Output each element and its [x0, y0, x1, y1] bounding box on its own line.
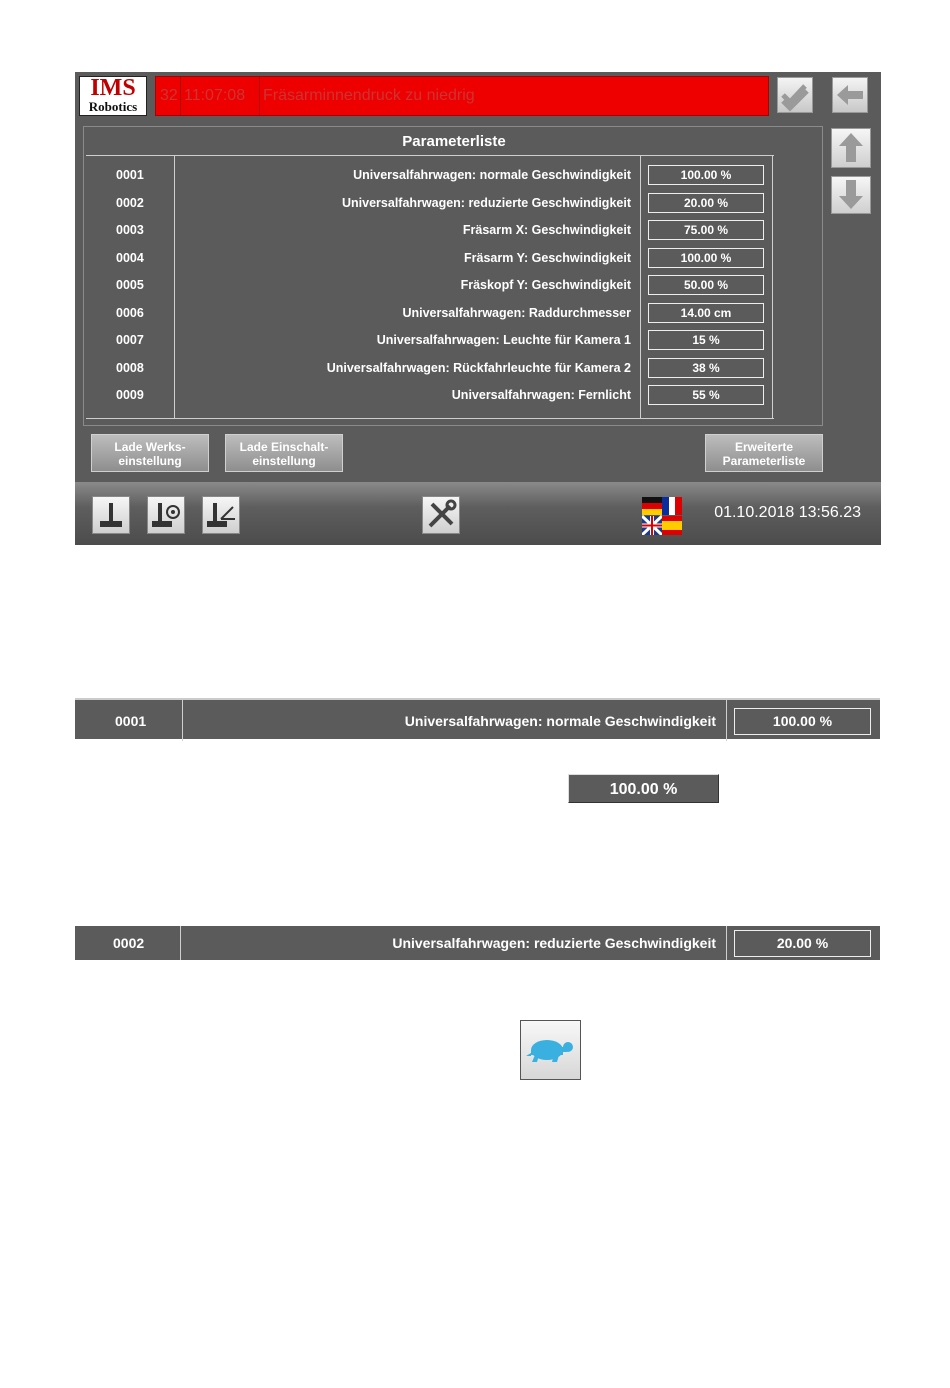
joystick-icon — [93, 497, 129, 533]
detail-row-id: 0001 — [115, 713, 147, 729]
row-name: Universalfahrwagen: Raddurchmesser — [402, 305, 631, 320]
table-row[interactable] — [86, 299, 774, 327]
scroll-down-button[interactable] — [831, 176, 871, 214]
row-id: 0004 — [116, 250, 144, 265]
row-value[interactable]: 20.00 % — [648, 193, 764, 213]
row-id: 0001 — [116, 168, 144, 182]
scroll-up-button[interactable] — [831, 128, 871, 168]
arrow-up-icon — [832, 129, 870, 167]
value-input-field[interactable]: 100.00 % — [568, 774, 719, 803]
language-flags-icon — [642, 497, 682, 535]
table-row[interactable] — [86, 271, 774, 299]
table-row[interactable] — [86, 161, 774, 189]
joystick-angle-icon — [203, 497, 239, 533]
button-label-line2: einstellung — [118, 454, 182, 468]
ims-robotics-logo — [79, 76, 147, 116]
button-label-line1: Lade Werks- — [114, 440, 186, 454]
row-name: Universalfahrwagen: Fernlicht — [451, 388, 631, 402]
date-time-display: 01.10.2018 13:56.23 — [714, 504, 861, 521]
button-label-line2: Parameterliste — [722, 454, 806, 468]
alarm-time: 11:07:08 — [184, 87, 246, 104]
detail-row-id: 0002 — [113, 935, 145, 951]
table-row[interactable] — [86, 326, 774, 354]
check-icon — [778, 78, 812, 112]
table-row[interactable] — [86, 244, 774, 272]
joystick-target-icon — [148, 497, 184, 533]
row-name: Fräskopf Y: Geschwindigkeit — [460, 278, 631, 292]
row-name: Universalfahrwagen: Rückfahrleuchte für Kamera 2 — [326, 360, 631, 375]
button-label-line1: Lade Einschalt- — [239, 440, 329, 454]
manual-control-button[interactable] — [92, 496, 130, 534]
target-control-button[interactable] — [147, 496, 185, 534]
turtle-icon — [521, 1021, 580, 1079]
table-row[interactable] — [86, 189, 774, 217]
back-button[interactable] — [832, 77, 868, 113]
row-id: 0002 — [116, 195, 144, 210]
button-label-line1: Erweiterte — [734, 440, 794, 454]
row-name: Universalfahrwagen: Leuchte für Kamera 1 — [376, 333, 631, 347]
row-name: Universalfahrwagen: normale Geschwindigkeit — [353, 168, 631, 182]
row-value[interactable]: 100.00 % — [648, 165, 764, 185]
alarm-number: 32 — [160, 87, 178, 104]
row-name: Fräsarm X: Geschwindigkeit — [462, 223, 631, 237]
logo-text-robotics: Robotics — [88, 99, 138, 114]
row-value[interactable]: 15 % — [648, 330, 764, 350]
row-id: 0005 — [116, 278, 144, 292]
detail-row-name: Universalfahrwagen: reduzierte Geschwindigkeit — [392, 935, 716, 951]
row-id: 0007 — [116, 333, 144, 347]
detail-row-value[interactable]: 20.00 % — [734, 930, 871, 957]
row-id: 0009 — [116, 388, 144, 402]
arrow-down-icon — [832, 177, 870, 213]
button-label-line2: einstellung — [252, 454, 316, 468]
row-value[interactable]: 14.00 cm — [648, 303, 764, 323]
row-value[interactable]: 75.00 % — [648, 220, 764, 240]
table-row[interactable] — [86, 354, 774, 382]
extended-parameter-list-button[interactable] — [705, 434, 823, 472]
footer-bar — [75, 482, 881, 545]
detail-row-0001 — [75, 698, 880, 739]
angle-control-button[interactable] — [202, 496, 240, 534]
logo-text-ims: IMS — [90, 75, 136, 101]
detail-row-name: Universalfahrwagen: normale Geschwindigkeit — [404, 713, 716, 729]
acknowledge-button[interactable] — [777, 77, 813, 113]
parameter-screen — [75, 72, 881, 545]
table-row[interactable] — [86, 381, 774, 409]
table-title: Parameterliste — [402, 133, 506, 150]
row-id: 0003 — [116, 223, 144, 237]
row-id: 0008 — [116, 360, 144, 375]
row-value[interactable]: 100.00 % — [648, 248, 764, 268]
back-arrow-icon — [833, 78, 867, 112]
language-selector[interactable] — [642, 497, 682, 535]
table-row[interactable] — [86, 216, 774, 244]
detail-row-0002 — [75, 926, 880, 960]
load-factory-settings-button[interactable] — [91, 434, 209, 472]
row-name: Universalfahrwagen: reduzierte Geschwindigkeit — [342, 195, 631, 210]
row-id: 0006 — [116, 305, 144, 320]
row-name: Fräsarm Y: Geschwindigkeit — [464, 250, 631, 265]
row-value[interactable]: 55 % — [648, 385, 764, 405]
parameter-table — [83, 126, 823, 426]
slow-speed-button[interactable] — [520, 1020, 581, 1080]
alarm-bar[interactable] — [155, 76, 769, 116]
table-body — [86, 155, 774, 419]
row-value[interactable]: 38 % — [648, 358, 764, 378]
row-value[interactable]: 50.00 % — [648, 275, 764, 295]
detail-row-value[interactable]: 100.00 % — [734, 708, 871, 735]
tools-icon — [423, 497, 459, 533]
load-startup-settings-button[interactable] — [225, 434, 343, 472]
alarm-message: Fräsarminnendruck zu niedrig — [263, 87, 475, 104]
settings-tools-button[interactable] — [422, 496, 460, 534]
